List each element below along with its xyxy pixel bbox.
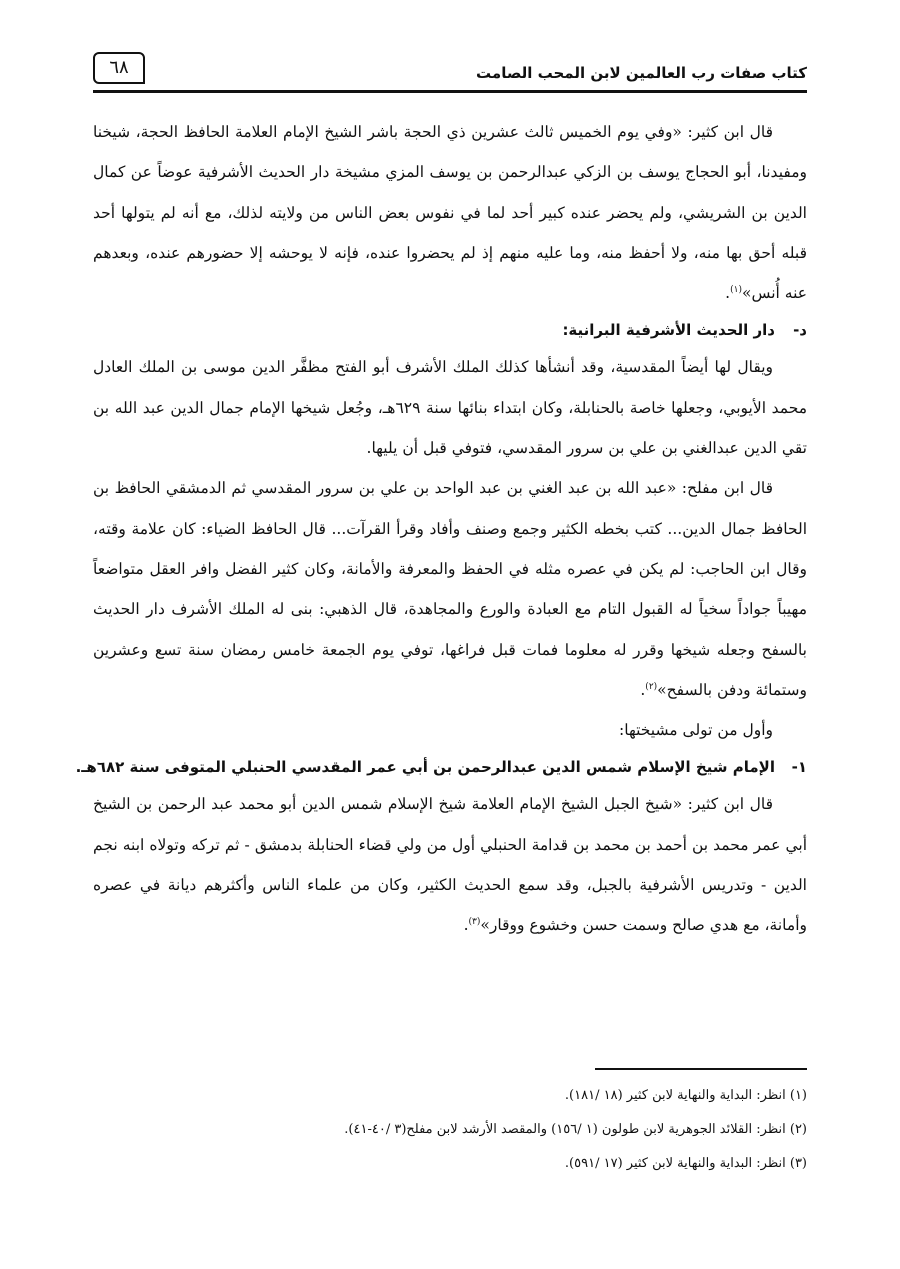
book-title: كتاب صفات رب العالمين لابن المحب الصامت xyxy=(476,64,807,82)
list-heading-1 xyxy=(75,750,807,784)
list-number: ١- xyxy=(791,758,807,777)
section-number: د- xyxy=(793,321,807,340)
section-title: دار الحديث الأشرفية البرانية: xyxy=(562,321,775,340)
section-heading-d xyxy=(93,313,807,347)
paragraph-shams-al-din: قال ابن كثير: «شيخ الجبل الشيخ الإمام العلامة شيخ الإسلام شمس الدين أبو محمد عبد الرحمن بن الشيخ أبي عمر محمد بن أحمد بن محمد بن قدامة الحنبلي أول من ولي قضاء الحنابلة بدمشق - ثم تركه وتولاه ابنه نجم الدين - وتدريس الأشرفية بالجبل، وقد سمع الحديث الكثير، وكان من علماء الناس وأكثرهم ديانة في عصره وأمانة، مع هدي صالح وسمت حسن وخشوع ووقار»$^{(٣)}$. xyxy=(93,795,807,935)
paragraph-maqdisiyya: ويقال لها أيضاً المقدسية، وقد أنشأها كذلك الملك الأشرف أبو الفتح مظفَّر الدين موسى بن الملك العادل محمد الأيوبي، وجعلها خاصة بالحنابلة، وكان ابتداء بنائها سنة ٦٢٩هـ، وجُعل شيخها الإمام جمال الدين عبد الله بن تقي الدين عبدالغني بن علي بن سرور المقدسي، فتوفي قبل أن يليها. xyxy=(93,358,808,458)
footnote-ref-1: (١) xyxy=(730,285,742,296)
footnote-3: (٣) انظر: البداية والنهاية لابن كثير (١٧ /٥٩١). xyxy=(564,1156,807,1171)
footnote-1: (١) انظر: البداية والنهاية لابن كثير (١٨ /١٨١). xyxy=(564,1088,807,1103)
footnote-ref-3: (٣) xyxy=(468,917,481,928)
paragraph-ibn-kathir-mizzi: قال ابن كثير: «وفي يوم الخميس ثالث عشرين ذي الحجة باشر الشيخ الإمام العلامة الحافظ الحجة، شيخنا ومفيدنا، أبو الحجاج يوسف بن الزكي عبدالرحمن بن يوسف المزي مشيخة دار الحديث الأشرفية عوضاً عن كمال الدين بن الشريشي، ولم يحضر عنده كبير أحد لما في نفوس بعض الناس من ولايته لذلك، مع أنه لم يتولها أحد قبله أحق بها منه، ولا أحفظ منه، وما عليه منهم إذ لم يحضروا عنده، فإنه لا يوحشه إلا حضورهم عنده، وبعدهم عنه أُنس»$^{(١)}$. xyxy=(93,123,807,303)
paragraph-ibn-muflih: قال ابن مفلح: «عبد الله بن عبد الغني بن عبد الواحد بن علي بن سرور المقدسي ثم الدمشقي الحافظ بن الحافظ جمال الدين... كتب بخطه الكثير وجمع وصنف وأفاد وقرأ القرآت... قال الحافظ الضياء: كان علامة وقته، وقال ابن الحاجب: لم يكن في عصره مثله في الحفظ والمعرفة والأمانة، وكان كثير الفضل وافر العقل متواضعاً مهيباً جواداً سخياً له القبول التام مع العبادة والورع والمجاهدة، قال الذهبي: بنى له الملك الأشرف دار الحديث بالسفح وجعله شيخها وقرر له معلوما فمات قبل فراغها، توفي يوم الجمعة خامس رمضان سنة تسع وعشرين وستمائة ودفن بالسفح»$^{(٢)}$. xyxy=(93,479,807,699)
header-rule xyxy=(93,90,807,93)
footnotes xyxy=(93,1079,807,1181)
page-number: ٦٨ xyxy=(93,52,145,84)
footnote-separator xyxy=(595,1068,807,1070)
footnote-ref-2: (٢) xyxy=(645,681,658,692)
footnote-2: (٢) انظر: القلائد الجوهرية لابن طولون (١ /١٥٦) والمقصد الأرشد لابن مفلح(٣ /٤٠-٤١). xyxy=(344,1122,807,1137)
paragraph-first-head: وأول من تولى مشيختها: xyxy=(619,721,773,740)
list-title: الإمام شيخ الإسلام شمس الدين عبدالرحمن بن أبي عمر المقدسي الحنبلي المتوفى سنة ٦٨٢هـ. xyxy=(75,758,775,777)
page-header xyxy=(93,52,807,92)
main-content xyxy=(75,112,808,946)
